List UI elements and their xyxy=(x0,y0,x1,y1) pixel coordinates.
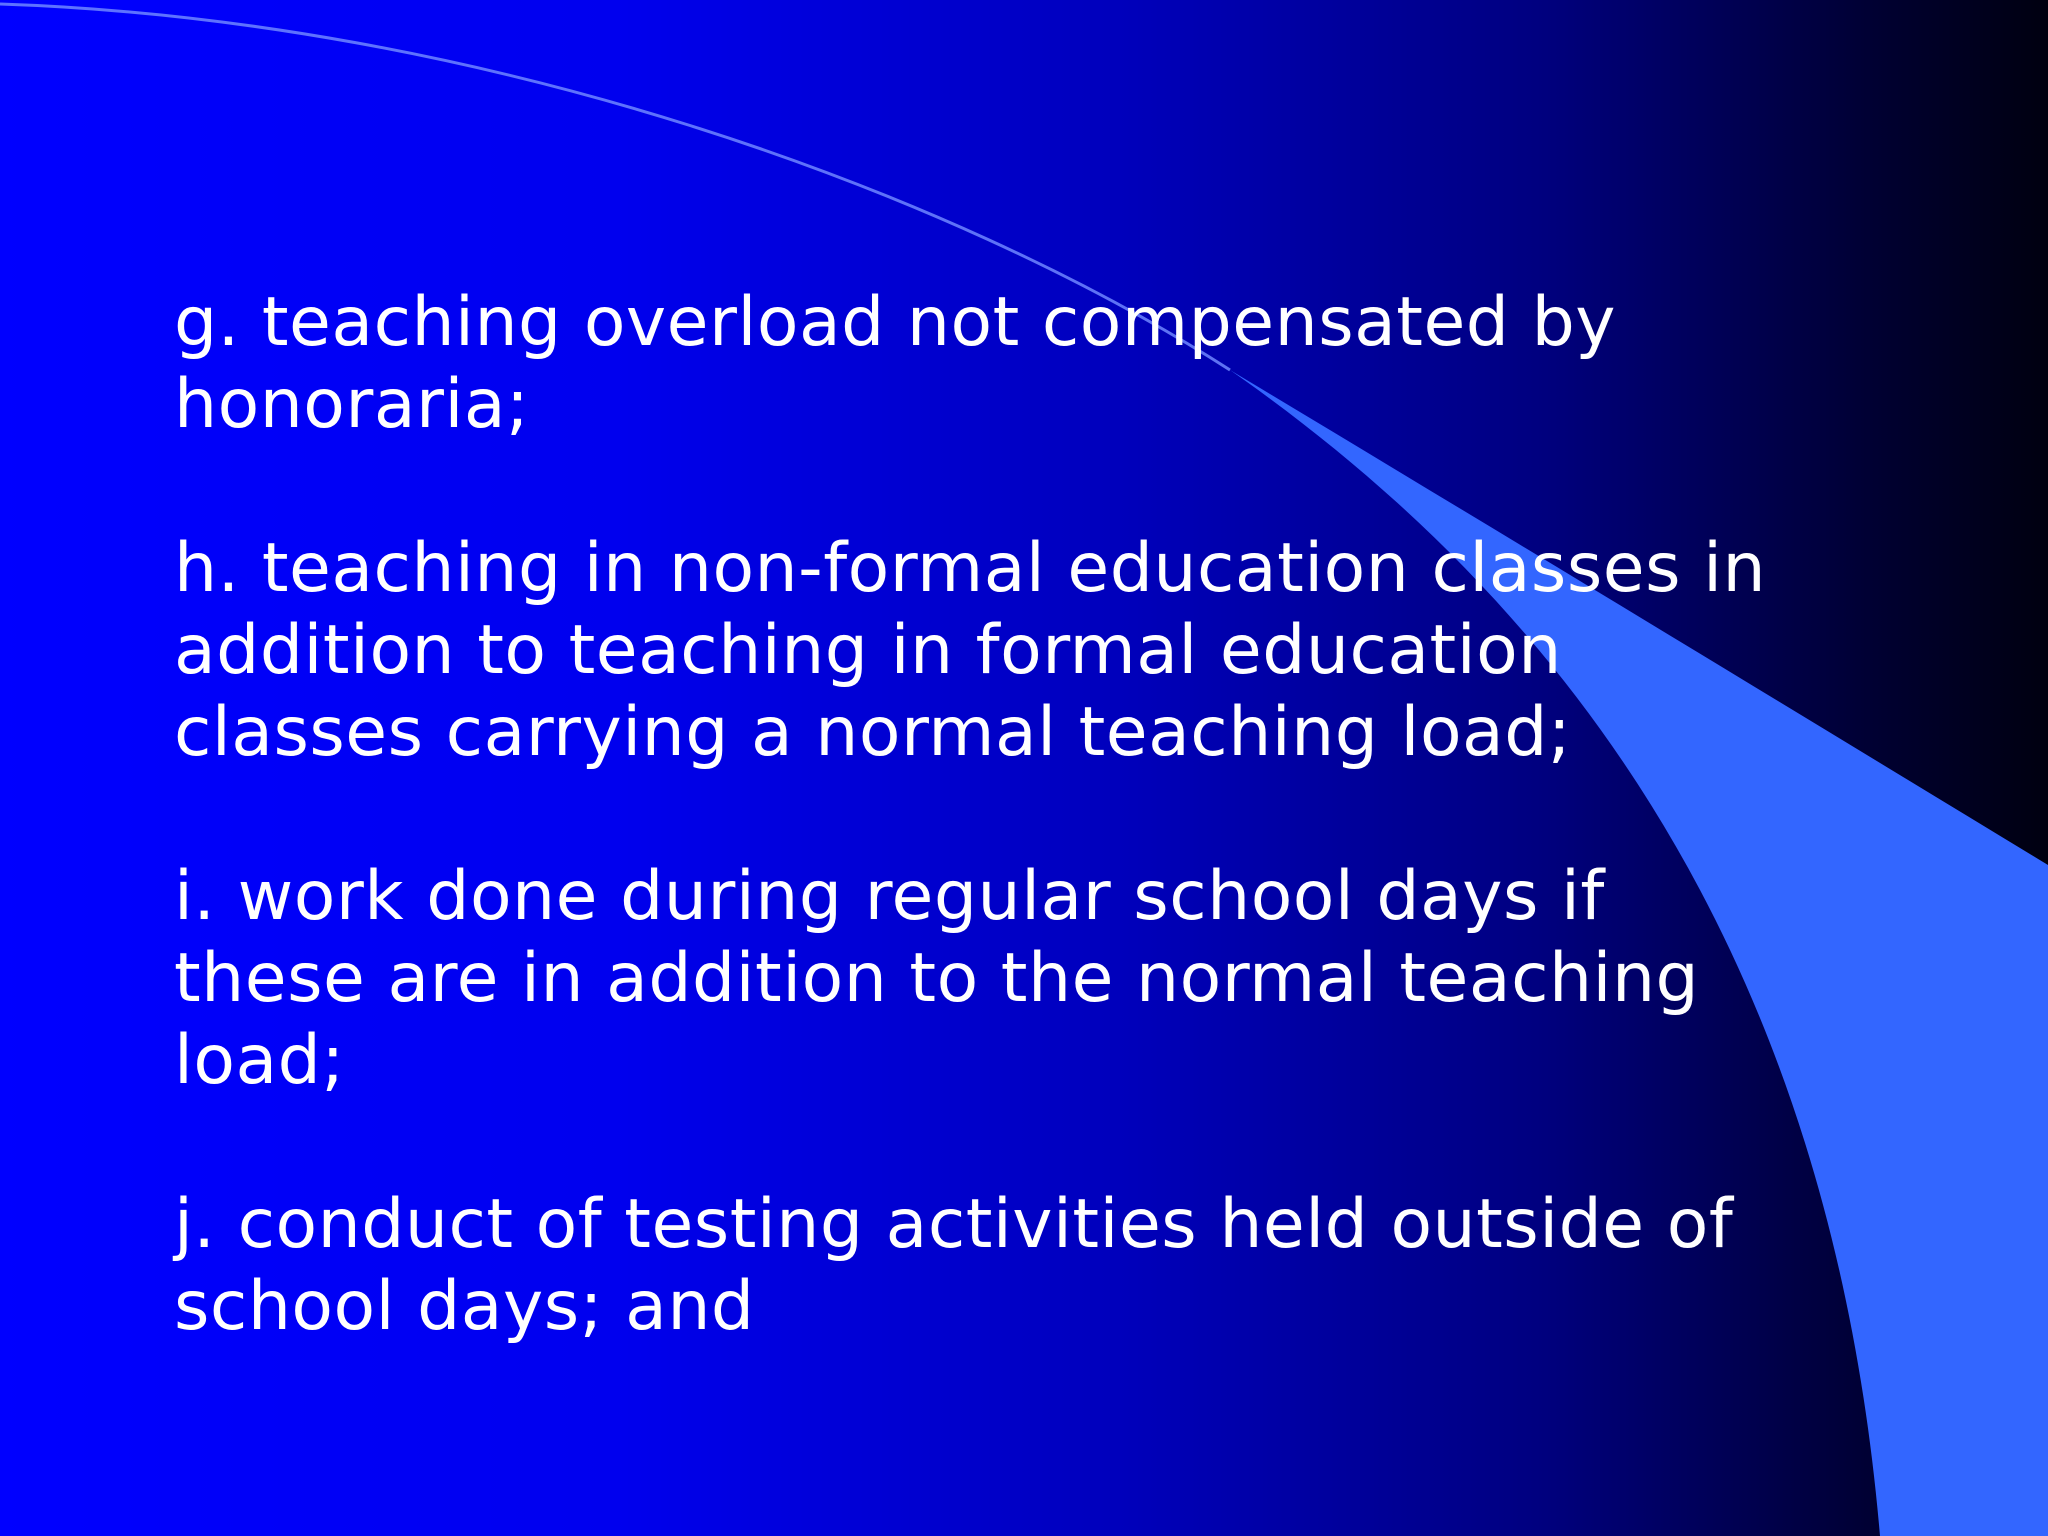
list-item-j xyxy=(174,1184,1874,1348)
list-item-g xyxy=(174,282,1874,446)
list-item-text: g. teaching overload not compensated by honoraria; xyxy=(174,283,1616,444)
list-item-h xyxy=(174,528,1874,774)
list-item-text: h. teaching in non-formal education classes in addition to teaching in formal education classes carrying a normal teaching load; xyxy=(174,529,1767,772)
list-item-text: i. work done during regular school days if these are in addition to the normal teaching load; xyxy=(174,857,1700,1100)
slide-body xyxy=(174,282,1874,1430)
list-item-i xyxy=(174,856,1874,1102)
list-item-text: j. conduct of testing activities held outside of school days; and xyxy=(174,1185,1734,1346)
